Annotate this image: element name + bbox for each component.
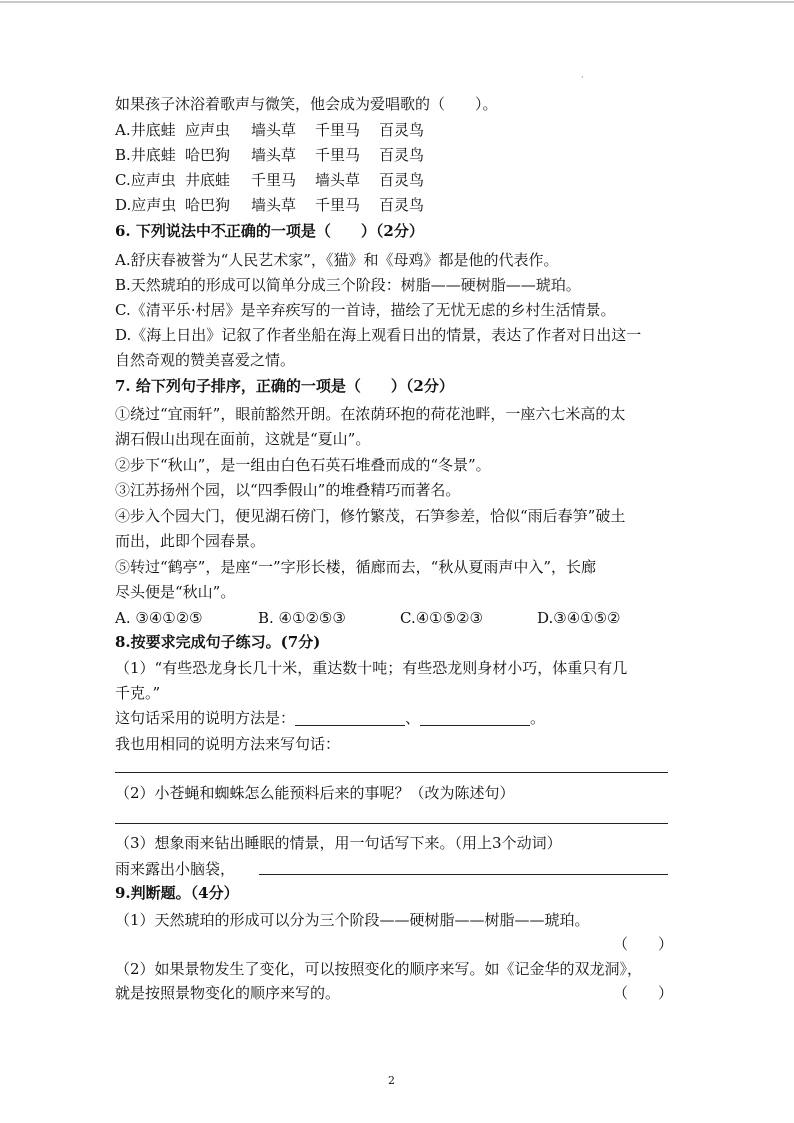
q7-sentence-5b: 尽头便是“秋山”。 xyxy=(115,583,236,601)
q8-part1-ask: 这句话采用的说明方法是： 、 。 xyxy=(115,709,546,727)
q7-option-d[interactable]: D.③④①⑤② xyxy=(537,609,621,627)
q5-b-4: 千里马 xyxy=(315,146,361,164)
q8-answer-line-2[interactable] xyxy=(115,823,668,824)
page-number: 2 xyxy=(388,1074,395,1087)
q5-d-5: 百灵鸟 xyxy=(379,196,425,214)
q5-d-1: D.应声虫 xyxy=(115,196,177,214)
q5-b-1: B.井底蛙 xyxy=(115,146,176,164)
q7-sentence-1a: ①绕过“宜雨轩”，眼前豁然开朗。在浓荫环抱的荷花池畔，一座六七米高的太 xyxy=(115,405,626,423)
q5-option-d[interactable] xyxy=(115,193,424,217)
q7-title: 7. 给下列句子排序，正确的一项是（ ）（2分） xyxy=(115,377,454,395)
q7-option-a[interactable]: A. ③④①②⑤ xyxy=(115,609,203,627)
q5-a-3: 墙头草 xyxy=(251,121,297,139)
q5-a-2: 应声虫 xyxy=(185,121,231,139)
q7-sentence-3: ③江苏扬州个园，以“四季假山”的堆叠精巧而著名。 xyxy=(115,481,461,499)
q5-option-b[interactable] xyxy=(115,143,424,167)
q5-b-5: 百灵鸟 xyxy=(379,146,425,164)
q9-statement-1: （1）天然琥珀的形成可以分为三个阶段——硬树脂——树脂——琥珀。 xyxy=(115,911,590,929)
q8-answer-line-3[interactable] xyxy=(259,874,668,875)
q7-sentence-4a: ④步入个园大门，便见湖石傍门，修竹繁茂，石笋参差，恰似“雨后春笋”破土 xyxy=(115,507,626,525)
q7-option-b[interactable]: B. ④①②⑤③ xyxy=(258,609,346,627)
scan-dot: · xyxy=(581,73,584,82)
q5-c-5: 百灵鸟 xyxy=(379,171,425,189)
q8-part1-write: 我也用相同的说明方法来写句话： xyxy=(115,735,341,753)
q8-part3: （3）想象雨来钻出睡眠的情景，用一句话写下来。（用上3个动词） xyxy=(115,834,562,852)
q8-part1-line2: 千克。” xyxy=(115,684,161,702)
q5-option-c[interactable] xyxy=(115,168,424,192)
q7-sentence-1b: 湖石假山出现在面前，这就是“夏山”。 xyxy=(115,430,371,448)
q7-sentence-2: ②步下“秋山”，是一组由白色石英石堆叠而成的“冬景”。 xyxy=(115,456,491,474)
q9-title: 9.判断题。（4分） xyxy=(115,884,239,902)
q5-a-4: 千里马 xyxy=(315,121,361,139)
q6-option-a[interactable]: A.舒庆春被誉为“人民艺术家”，《猫》和《母鸡》都是他的代表作。 xyxy=(115,251,559,269)
q6-option-d-cont: 自然奇观的赞美喜爱之情。 xyxy=(115,351,296,369)
q6-option-d[interactable]: D.《海上日出》记叙了作者坐船在海上观看日出的情景，表达了作者对日出这一 xyxy=(115,326,642,344)
top-border xyxy=(0,1,794,3)
q7-sentence-5a: ⑤转过“鹤亭”，是座“一”字形长楼，循廊而去，“秋从夏雨声中入”，长廊 xyxy=(115,558,597,576)
q5-d-3: 墙头草 xyxy=(251,196,297,214)
q5-d-4: 千里马 xyxy=(315,196,361,214)
q8-title: 8.按要求完成句子练习。(7分) xyxy=(115,633,321,651)
q5-option-a[interactable] xyxy=(115,118,424,142)
q8-answer-line-1[interactable] xyxy=(115,772,668,773)
q6-option-b[interactable]: B.天然琥珀的形成可以简单分成三个阶段：树脂——硬树脂——琥珀。 xyxy=(115,276,581,294)
q9-answer-paren-2[interactable]: （ ） xyxy=(613,984,674,1002)
q5-a-5: 百灵鸟 xyxy=(379,121,425,139)
q6-title: 6. 下列说法中不正 ··确的一项是（ ）（2分） xyxy=(115,219,424,243)
q8-part1-line1: （1）“有些恐龙身长几十米，重达数十吨；有些恐龙则身材小巧，体重只有几 xyxy=(115,659,628,677)
q5-stem: 如果孩子沐浴着歌声与微笑，他会成为爱唱歌的（ ）。 xyxy=(115,95,498,113)
q6-option-c[interactable]: C.《清平乐·村居》是辛弃疾写的一首诗，描绘了无忧无虑的乡村生活情景。 xyxy=(115,301,616,319)
q5-b-3: 墙头草 xyxy=(251,146,297,164)
q5-b-2: 哈巴狗 xyxy=(185,146,231,164)
q7-sentence-4b: 而出，此即个园春景。 xyxy=(115,532,266,550)
q9-answer-paren-1[interactable]: （ ） xyxy=(613,935,674,953)
q6-emphasis: 不正 ·· xyxy=(211,222,241,240)
q5-c-2: 井底蛙 xyxy=(185,171,231,189)
q7-option-c[interactable]: C.④①⑤②③ xyxy=(400,609,483,627)
q5-d-2: 哈巴狗 xyxy=(185,196,231,214)
q8-part2: （2）小苍蝇和蜘蛛怎么能预料后来的事呢？（改为陈述句） xyxy=(115,784,515,802)
q8-answer-blank-2[interactable] xyxy=(420,710,530,726)
q5-a-1: A.井底蛙 xyxy=(115,121,176,139)
q5-c-4: 墙头草 xyxy=(315,171,361,189)
q9-statement-2b: 就是按照景物变化的顺序来写的。 xyxy=(115,984,341,1002)
q8-part3-start: 雨来露出小脑袋， xyxy=(115,860,236,878)
q8-answer-blank-1[interactable] xyxy=(295,710,405,726)
q5-c-1: C.应声虫 xyxy=(115,171,176,189)
q9-statement-2a: （2）如果景物发生了变化，可以按照变化的顺序来写。如《记金华的双龙洞》， xyxy=(115,960,643,978)
q5-c-3: 千里马 xyxy=(251,171,297,189)
